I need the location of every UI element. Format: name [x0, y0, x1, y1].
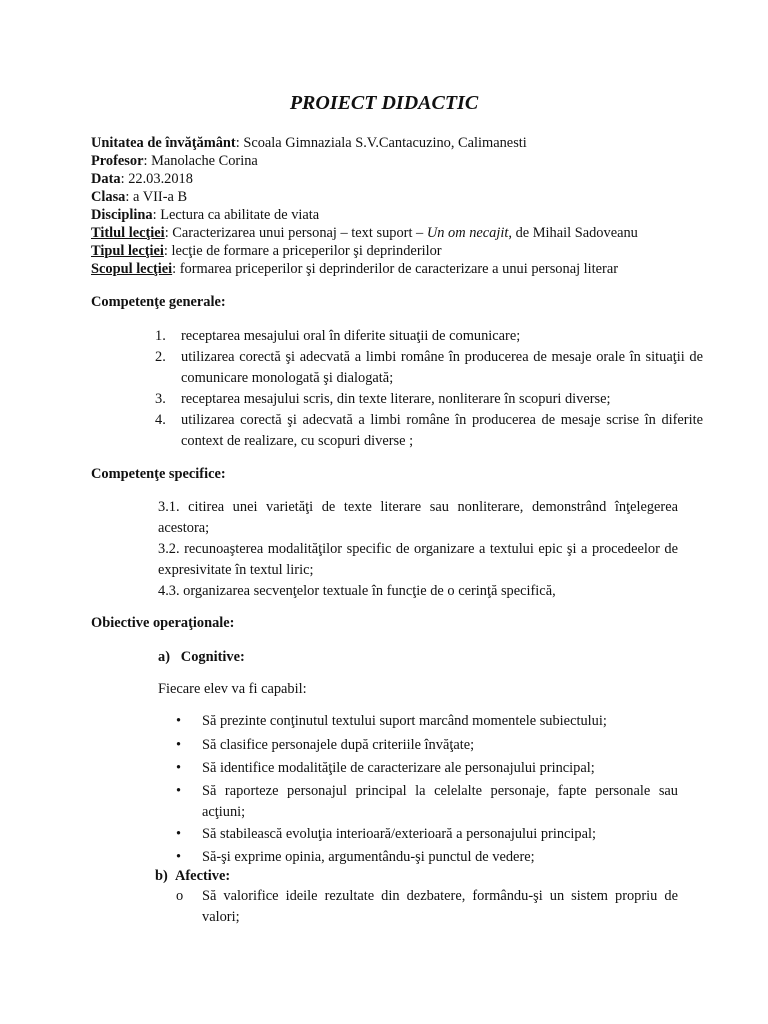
meta-discipline: Disciplina: Lectura ca abilitate de viata: [91, 207, 320, 223]
meta-teacher: Profesor: Manolache Corina: [91, 153, 258, 169]
meta-date: Data: 22.03.2018: [91, 171, 193, 187]
specific-competences-heading: Competenţe specifice:: [91, 466, 226, 482]
objectives-intro: Fiecare elev va fi capabil:: [158, 681, 307, 697]
list-item: 3.1. citirea unei varietăţi de texte literare sau nonliterare, demonstrând înţelegerea acestora;: [158, 499, 678, 536]
list-item: 4.3. organizarea secvenţelor textuale în funcţie de o cerinţă specifică,: [158, 583, 556, 599]
cognitive-subheading: a) Cognitive:: [158, 649, 245, 665]
general-competences-heading: Competenţe generale:: [91, 294, 226, 310]
meta-lesson-type: Tipul lecţiei: lecţie de formare a priceperilor şi deprinderilor: [91, 243, 442, 259]
meta-class: Clasa: a VII-a B: [91, 189, 188, 205]
meta-school: Unitatea de învăţământ: Scoala Gimnaziala S.V.Cantacuzino, Calimanesti: [91, 135, 527, 151]
meta-lesson-purpose: Scopul lecţiei: formarea priceperilor şi deprinderilor de caracterizare a unui personaj literar: [91, 261, 619, 277]
document-page: PROIECT DIDACTIC Unitatea de învăţământ: Scoala Gimnaziala S.V.Cantacuzino, Calimanesti Profesor: Manolache Corina Data: 22.03.2018 Clasa: a VII-a B Disciplina: Lectura ca abilitate de viata Titlul lecţiei: Caracterizarea unui personaj – text suport – Un om necajit, de Mihail Sadoveanu Tipul lecţiei: lecţie de formare a priceperilor şi deprinderilor Scopul lecţiei: formarea priceperilor şi deprinderilor de caracterizare a unui personaj literar Competenţe generale: 1. receptarea mesajului oral în diferite situaţii de comunicare; 2. utilizarea corectă şi adecvată a limbi române în producerea de mesaje orale în situaţii de comunicare monologată şi dialogată; 3. receptarea mesajului scris, din texte literare, nonliterare în scopuri diverse; 4. utilizarea corectă şi adecvată a limbi române în producerea de mesaje scrise în diferite context de realizare, cu scopuri diverse ; Competenţe specifice: 3.1. citirea unei varietăţi de texte literare sau nonliterare, demonstrând înţelegerea acestora; 3.2. recunoaşterea modalităţilor specific de organizare a textului epic şi a procedeelor de expresivitate în textul liric; 4.3. organizarea secvenţelor textuale în funcţie de o cerinţă specifică, Obiective operaţionale: a) Cognitive: Fiecare elev va fi capabil: • Să prezinte conţinutul textului suport marcând momentele subiectului; • Să clasifice personajele după criteriile învăţate; • Să identifice modalităţile de caracterizare ale personajului principal; • Să raporteze personajul principal la celelalte personaje, fapte personale sau acţiuni; • Să stabilească evoluţia interioară/exterioară a personajului principal; • Să-şi exprime opinia, argumentându-şi punctul de vedere; b) Afective: o Să valorifice ideile rezultate din dezbatere, formându-şi un sistem propriu de valori;: [0, 0, 768, 1024]
document-title: PROIECT DIDACTIC: [289, 92, 479, 114]
objectives-heading: Obiective operaţionale:: [91, 615, 235, 631]
affective-subheading: b) Afective:: [155, 868, 231, 884]
meta-lesson-title: Titlul lecţiei: Caracterizarea unui personaj – text suport – Un om necajit, de Mihail Sadoveanu: [91, 225, 638, 241]
list-item: 3.2. recunoaşterea modalităţilor specific de organizare a textului epic şi a procedeelor de expresivitate în textul liric;: [158, 541, 678, 578]
